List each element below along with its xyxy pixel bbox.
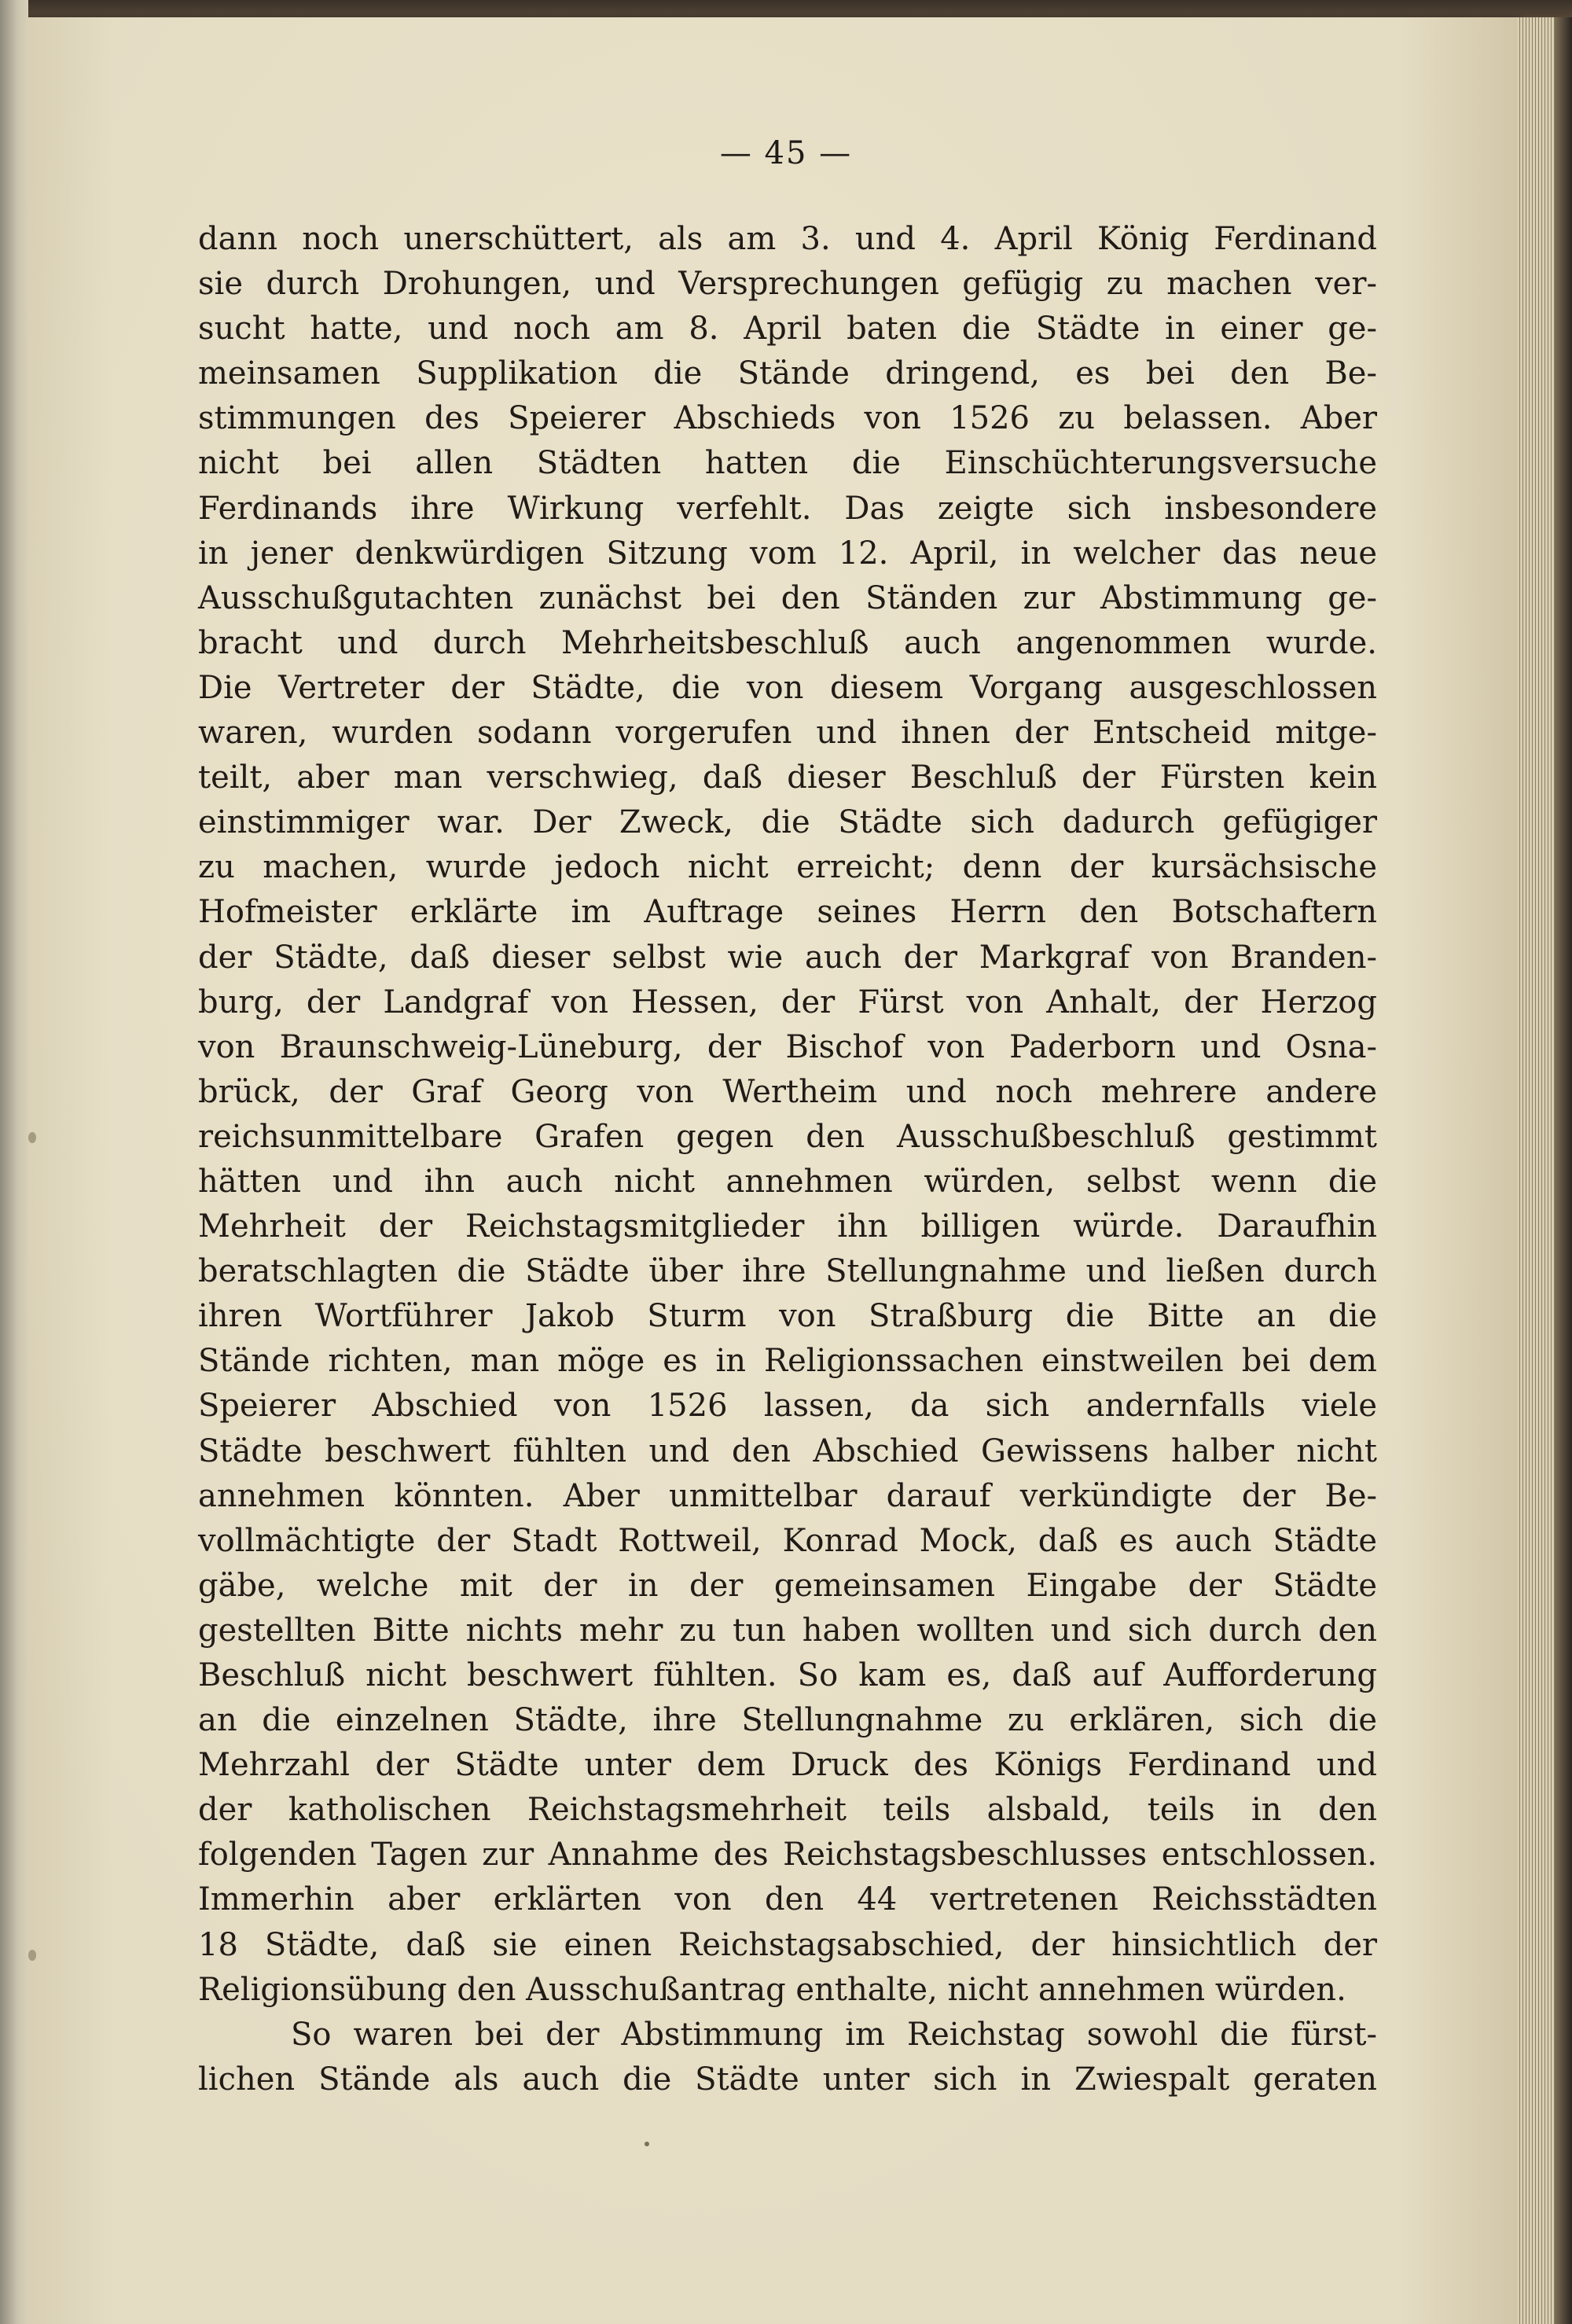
text-line: Speierer Abschied von 1526 lassen, da sich andernfalls viele (198, 1388, 1377, 1425)
text-line: lichen Stände als auch die Städte unter sich in Zwiespalt geraten (198, 2061, 1377, 2098)
text-line: gäbe, welche mit der in der gemeinsamen Eingabe der Städte (198, 1567, 1377, 1604)
binding-edge (0, 0, 28, 2324)
text-line: Hofmeister erklärte im Auftrage seines Herrn den Botschaftern (198, 894, 1377, 931)
text-line: Ferdinands ihre Wirkung verfehlt. Das zeigte sich insbesondere (198, 490, 1377, 527)
text-line: teilt, aber man verschwieg, daß dieser Beschluß der Fürsten kein (198, 759, 1377, 796)
text-line: gestellten Bitte nichts mehr zu tun haben wollten und sich durch den (198, 1612, 1377, 1649)
text-line: reichsunmittelbare Grafen gegen den Ausschußbeschluß gestimmt (198, 1118, 1377, 1155)
text-line: Mehrzahl der Städte unter dem Druck des Königs Ferdinand und (198, 1747, 1377, 1784)
text-line: Die Vertreter der Städte, die von diesem Vorgang ausgeschlossen (198, 669, 1377, 706)
body-text (198, 217, 1377, 2102)
text-line: von Braunschweig-Lüneburg, der Bischof von Paderborn und Osna- (198, 1028, 1377, 1065)
text-line: zu machen, wurde jedoch nicht erreicht; denn der kursächsische (198, 849, 1377, 886)
text-line: hätten und ihn auch nicht annehmen würden, selbst wenn die (198, 1163, 1377, 1200)
margin-mark (28, 1132, 36, 1143)
text-line: annehmen könnten. Aber unmittelbar darauf verkündigte der Be- (198, 1477, 1377, 1514)
text-line: bracht und durch Mehrheitsbeschluß auch angenommen wurde. (198, 624, 1377, 661)
text-line: Religionsübung den Ausschußantrag enthalte, nicht annehmen würden. (198, 1971, 1346, 2008)
text-line: Mehrheit der Reichstagsmitglieder ihn billigen würde. Daraufhin (198, 1208, 1377, 1245)
text-line: an die einzelnen Städte, ihre Stellungnahme zu erklären, sich die (198, 1702, 1377, 1739)
text-line: Stände richten, man möge es in Religionssachen einstweilen bei dem (198, 1343, 1377, 1380)
text-line: waren, wurden sodann vorgerufen und ihnen der Entscheid mitge- (198, 715, 1377, 752)
text-line: sucht hatte, und noch am 8. April baten die Städte in einer ge- (198, 311, 1377, 347)
text-line: Beschluß nicht beschwert fühlten. So kam es, daß auf Aufforderung (198, 1657, 1377, 1693)
text-line: Immerhin aber erklärten von den 44 vertretenen Reichsstädten (198, 1881, 1377, 1918)
page-number: — 45 — (719, 135, 853, 171)
text-line: sie durch Drohungen, und Versprechungen gefügig zu machen ver- (198, 266, 1377, 303)
text-line: nicht bei allen Städten hatten die Einschüchterungsversuche (198, 445, 1377, 482)
text-line: der Städte, daß dieser selbst wie auch der Markgraf von Branden- (198, 939, 1377, 976)
text-line: beratschlagten die Städte über ihre Stellungnahme und ließen durch (198, 1253, 1377, 1290)
text-line: burg, der Landgraf von Hessen, der Fürst von Anhalt, der Herzog (198, 984, 1377, 1020)
text-line: meinsamen Supplikation die Stände dringend, es bei den Be- (198, 355, 1377, 392)
text-line: 18 Städte, daß sie einen Reichstagsabschied, der hinsichtlich der (198, 1926, 1377, 1963)
stack-shadow (1555, 17, 1572, 2324)
text-line: Städte beschwert fühlten und den Abschied Gewissens halber nicht (198, 1432, 1377, 1469)
text-line: ihren Wortführer Jakob Sturm von Straßburg die Bitte an die (198, 1298, 1377, 1335)
text-line: dann noch unerschüttert, als am 3. und 4. April König Ferdinand (198, 221, 1377, 257)
text-line: einstimmiger war. Der Zweck, die Städte sich dadurch gefügiger (198, 804, 1377, 841)
ink-speck (645, 2142, 649, 2146)
margin-mark (28, 1950, 36, 1961)
text-line: brück, der Graf Georg von Wertheim und noch mehrere andere (198, 1073, 1377, 1110)
text-line: der katholischen Reichstagsmehrheit teils alsbald, teils in den (198, 1792, 1377, 1829)
text-line: So waren bei der Abstimmung im Reichstag sowohl die fürst- (291, 2016, 1377, 2053)
text-line: vollmächtigte der Stadt Rottweil, Konrad Mock, daß es auch Städte (198, 1522, 1377, 1559)
text-line: stimmungen des Speierer Abschieds von 1526 zu belassen. Aber (198, 400, 1377, 437)
text-line: folgenden Tagen zur Annahme des Reichstagsbeschlusses entschlossen. (198, 1837, 1377, 1874)
text-line: in jener denkwürdigen Sitzung vom 12. April, in welcher das neue (198, 535, 1377, 572)
text-line: Ausschußgutachten zunächst bei den Ständen zur Abstimmung ge- (198, 579, 1377, 616)
